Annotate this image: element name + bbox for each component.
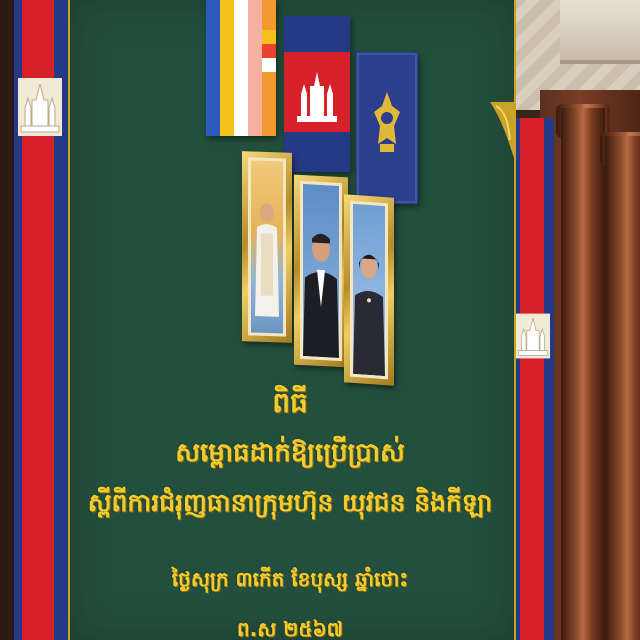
ceremony-subtitle: សម្ពោធដាក់ឱ្យប្រើប្រាស់: [175, 438, 405, 468]
angkor-temple-icon: [516, 306, 550, 366]
angkor-temple-icon: [18, 78, 62, 136]
wood-column-left: [561, 108, 605, 640]
ceiling-molding: [560, 0, 640, 64]
ceremony-era: ព.ស ២៥៦៧: [236, 617, 344, 640]
right-cambodia-banner: [512, 118, 554, 640]
buddhist-flag: [206, 0, 276, 136]
portrait-king: [242, 151, 292, 343]
gold-corner-ornament-icon: [488, 100, 516, 160]
wood-column-right: [605, 136, 640, 640]
royal-flag: [356, 52, 418, 204]
ceremony-title: ពិធី: [272, 386, 308, 419]
ceremony-date: ថ្ងៃសុក្រ ៣កើត ខែបុស្ស ឆ្នាំថោះ: [171, 567, 409, 591]
ceremony-description: ស្ពីពីការជំរុញធានាក្រុមហ៊ុន យុវជន និងកីឡា: [87, 488, 493, 517]
cambodia-flag: [284, 16, 350, 172]
left-cambodia-banner: [14, 0, 70, 640]
portrait-king-father: [294, 175, 348, 368]
portrait-queen-mother: [344, 194, 394, 385]
